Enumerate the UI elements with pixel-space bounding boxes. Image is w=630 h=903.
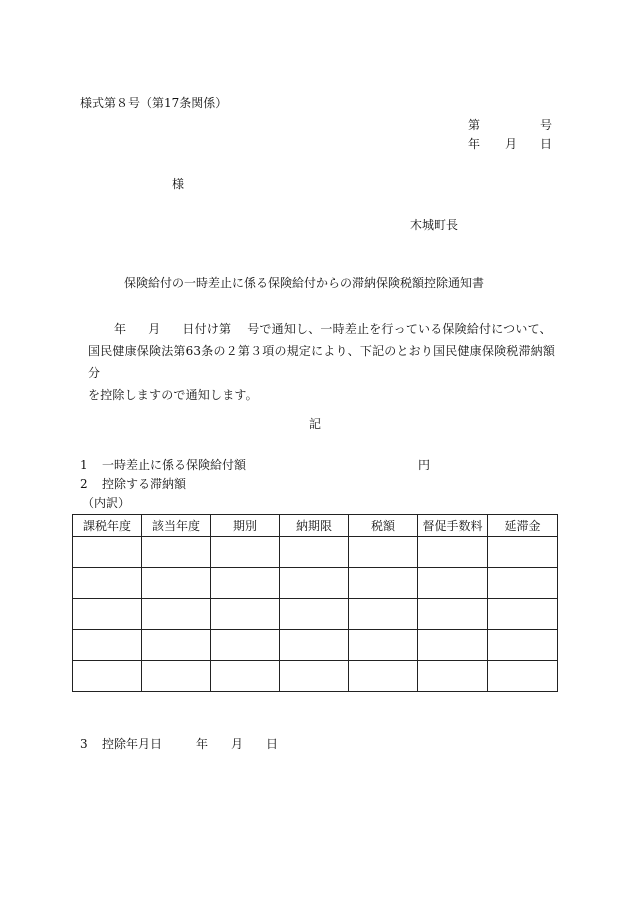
date-month: 月 xyxy=(505,137,518,151)
item1-number: 1 xyxy=(80,458,88,472)
table-cell xyxy=(349,661,418,692)
table-cell xyxy=(418,537,488,568)
table-cell xyxy=(211,568,280,599)
header-tax-year: 課税年度 xyxy=(73,515,142,537)
table-cell xyxy=(349,537,418,568)
table-row xyxy=(73,568,558,599)
document-title: 保険給付の一時差止に係る保険給付からの滞納保険税額控除通知書 xyxy=(124,276,485,290)
body-line-1: 年 月 日付け第 号で通知し、一時差止を行っている保険給付について、 xyxy=(114,322,552,336)
item3-year: 年 xyxy=(196,737,209,751)
table-cell xyxy=(280,661,349,692)
item3-number: 3 xyxy=(80,737,88,751)
table-cell xyxy=(280,599,349,630)
table-cell xyxy=(142,661,211,692)
addressee-suffix: 様 xyxy=(172,177,185,191)
table-row xyxy=(73,537,558,568)
header-due-date: 納期限 xyxy=(280,515,349,537)
table-row xyxy=(73,599,558,630)
item2-label: 控除する滞納額 xyxy=(102,477,187,491)
table-row xyxy=(73,630,558,661)
date-year: 年 xyxy=(468,137,481,151)
table-cell xyxy=(211,661,280,692)
table-cell xyxy=(142,599,211,630)
table-cell xyxy=(349,599,418,630)
item2-number: 2 xyxy=(80,477,88,491)
table-cell xyxy=(488,568,558,599)
table-cell xyxy=(418,630,488,661)
table-cell xyxy=(211,537,280,568)
ki-heading: 記 xyxy=(309,417,322,431)
table-cell xyxy=(280,568,349,599)
table-cell xyxy=(211,599,280,630)
table-cell xyxy=(142,568,211,599)
table-cell xyxy=(488,661,558,692)
table-cell xyxy=(488,630,558,661)
body-line-3: を控除しますので通知します。 xyxy=(88,388,258,402)
table-cell xyxy=(73,630,142,661)
item1-unit: 円 xyxy=(418,458,431,472)
item3-label: 控除年月日 xyxy=(102,737,163,751)
header-period: 期別 xyxy=(211,515,280,537)
table-cell xyxy=(142,630,211,661)
form-label: 様式第８号（第17条関係） xyxy=(80,96,228,110)
item3-month: 月 xyxy=(231,737,244,751)
table-cell xyxy=(418,568,488,599)
table-cell xyxy=(488,599,558,630)
table-cell xyxy=(142,537,211,568)
table-cell xyxy=(349,568,418,599)
date-day: 日 xyxy=(540,137,553,151)
table-cell xyxy=(73,661,142,692)
table-cell xyxy=(418,599,488,630)
table-cell xyxy=(349,630,418,661)
table-cell xyxy=(418,661,488,692)
table-cell xyxy=(280,630,349,661)
body-line-2: 国民健康保険法第63条の２第３項の規定により、下記のとおり国民健康保険税滞納額分 xyxy=(88,344,556,380)
table-header-row xyxy=(73,515,558,537)
header-delinquency-charge: 延滞金 xyxy=(488,515,558,537)
issuer-name: 木城町長 xyxy=(410,218,459,232)
header-tax-amount: 税額 xyxy=(349,515,418,537)
item1-label: 一時差止に係る保険給付額 xyxy=(102,458,247,472)
table-cell xyxy=(488,537,558,568)
number-prefix: 第 xyxy=(468,118,481,132)
breakdown-label: （内訳） xyxy=(82,496,131,510)
table-cell xyxy=(73,537,142,568)
body-paragraph xyxy=(88,318,558,406)
table-row xyxy=(73,661,558,692)
table-cell xyxy=(211,630,280,661)
header-demand-fee: 督促手数料 xyxy=(418,515,488,537)
table-cell xyxy=(280,537,349,568)
item3-day: 日 xyxy=(266,737,279,751)
table-cell xyxy=(73,568,142,599)
header-applicable-year: 該当年度 xyxy=(142,515,211,537)
number-suffix: 号 xyxy=(540,118,553,132)
breakdown-table xyxy=(72,514,558,692)
table-cell xyxy=(73,599,142,630)
